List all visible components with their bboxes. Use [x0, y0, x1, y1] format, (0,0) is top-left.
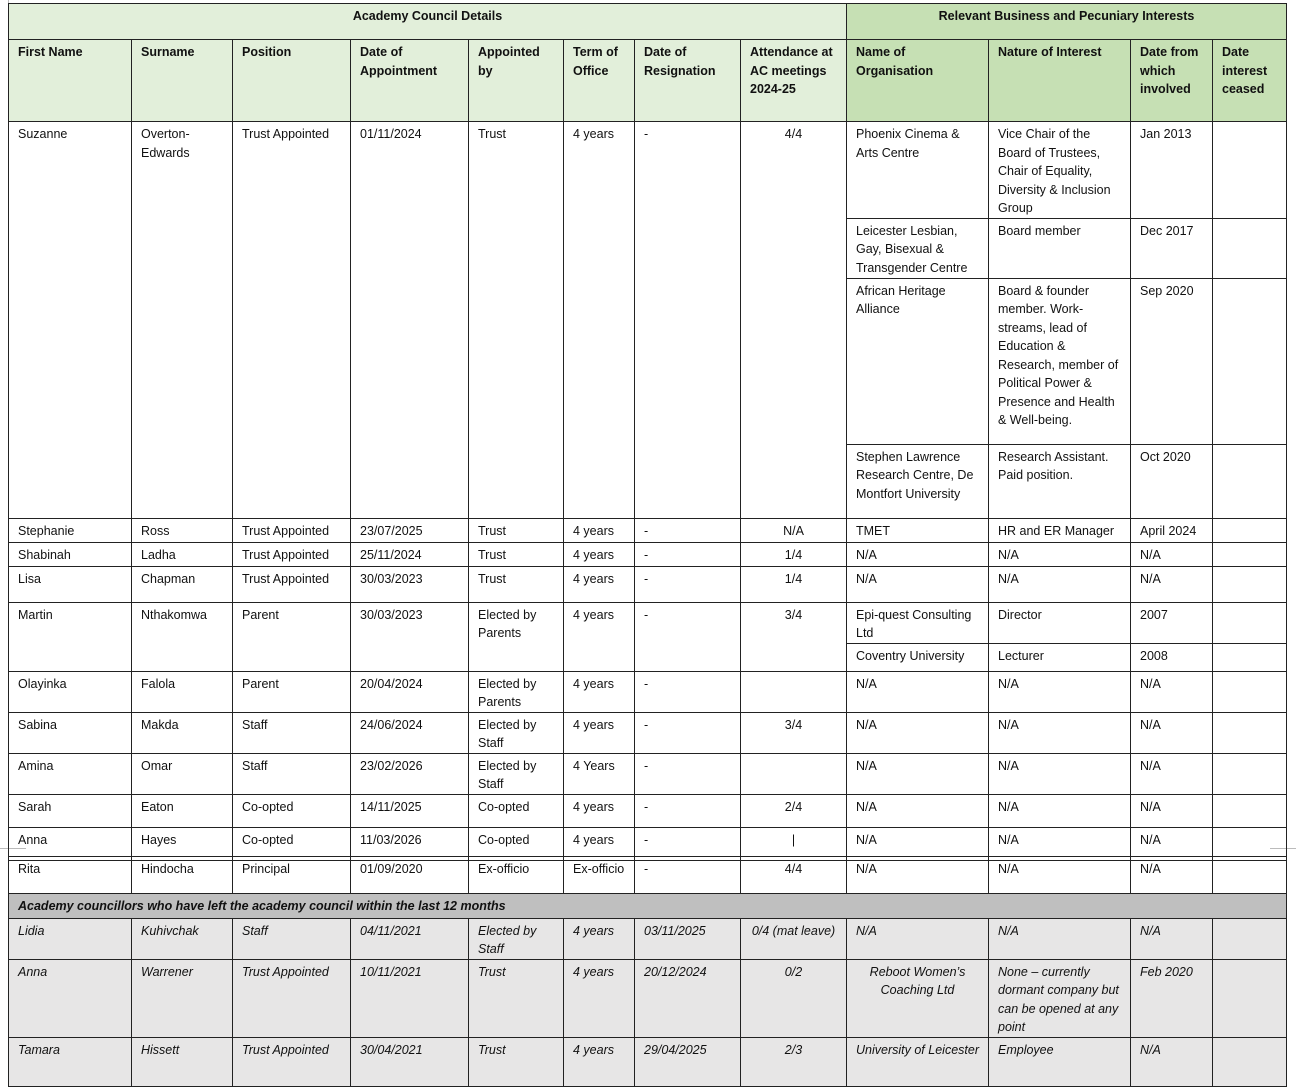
- date-of-resignation: -: [635, 827, 741, 860]
- surname: Hayes: [132, 827, 233, 860]
- column-header: Date of Appointment: [351, 40, 469, 122]
- position: Staff: [233, 753, 351, 794]
- appointed-by: Trust: [469, 566, 564, 602]
- member-row: [9, 566, 1287, 602]
- appointed-by: Elected by Staff: [469, 753, 564, 794]
- date-of-appointment: 04/11/2021: [351, 918, 469, 959]
- appointed-by: Elected by Staff: [469, 712, 564, 753]
- date-ceased: [1213, 278, 1287, 444]
- date-involved: N/A: [1131, 671, 1213, 712]
- date-of-resignation: -: [635, 712, 741, 753]
- attendance: 1/4: [741, 542, 847, 566]
- nature-of-interest: Director: [989, 602, 1131, 643]
- date-of-resignation: 29/04/2025: [635, 1037, 741, 1086]
- attendance: 0/2: [741, 959, 847, 1037]
- date-involved: N/A: [1131, 566, 1213, 602]
- attendance: 2/3: [741, 1037, 847, 1086]
- organisation-name: Epi-quest Consulting Ltd: [847, 602, 989, 643]
- date-ceased: [1213, 959, 1287, 1037]
- date-involved: Dec 2017: [1131, 218, 1213, 278]
- organisation-name: N/A: [847, 794, 989, 827]
- appointed-by: Elected by Parents: [469, 671, 564, 712]
- surname: Eaton: [132, 794, 233, 827]
- member-row: [9, 959, 1287, 1037]
- member-row: [9, 122, 1287, 219]
- member-row: [9, 542, 1287, 566]
- position: Trust Appointed: [233, 122, 351, 519]
- date-of-appointment: 24/06/2024: [351, 712, 469, 753]
- organisation-name: University of Leicester: [847, 1037, 989, 1086]
- attendance: |: [741, 827, 847, 860]
- principal-and-former-table: [8, 856, 1287, 1087]
- surname: Ross: [132, 518, 233, 542]
- date-ceased: [1213, 218, 1287, 278]
- term-of-office: 4 Years: [564, 753, 635, 794]
- organisation-name: N/A: [847, 857, 989, 894]
- date-involved: Sep 2020: [1131, 278, 1213, 444]
- column-header: Attendance at AC meetings 2024-25: [741, 40, 847, 122]
- appointed-by: Trust: [469, 542, 564, 566]
- date-of-resignation: -: [635, 518, 741, 542]
- date-of-resignation: -: [635, 602, 741, 671]
- first-name: Amina: [9, 753, 132, 794]
- nature-of-interest: Vice Chair of the Board of Trustees, Chair of Equality, Diversity & Inclusion Group: [989, 122, 1131, 219]
- date-of-appointment: 30/04/2021: [351, 1037, 469, 1086]
- term-of-office: 4 years: [564, 918, 635, 959]
- nature-of-interest: N/A: [989, 857, 1131, 894]
- date-ceased: [1213, 671, 1287, 712]
- term-of-office: 4 years: [564, 602, 635, 671]
- nature-of-interest: Lecturer: [989, 643, 1131, 671]
- column-header: Appointed by: [469, 40, 564, 122]
- date-involved: Oct 2020: [1131, 444, 1213, 518]
- date-involved: N/A: [1131, 542, 1213, 566]
- nature-of-interest: N/A: [989, 671, 1131, 712]
- date-involved: Feb 2020: [1131, 959, 1213, 1037]
- date-of-appointment: 14/11/2025: [351, 794, 469, 827]
- surname: Ladha: [132, 542, 233, 566]
- section-title: Academy councillors who have left the academy council within the last 12 months: [9, 894, 1287, 919]
- date-involved: April 2024: [1131, 518, 1213, 542]
- attendance: [741, 671, 847, 712]
- surname: Kuhivchak: [132, 918, 233, 959]
- attendance: N/A: [741, 518, 847, 542]
- term-of-office: 4 years: [564, 122, 635, 519]
- nature-of-interest: None – currently dormant company but can be opened at any point: [989, 959, 1131, 1037]
- term-of-office: 4 years: [564, 1037, 635, 1086]
- attendance: 4/4: [741, 857, 847, 894]
- appointed-by: Elected by Staff: [469, 918, 564, 959]
- member-row: [9, 712, 1287, 753]
- appointed-by: Trust: [469, 518, 564, 542]
- position: Principal: [233, 857, 351, 894]
- date-of-resignation: -: [635, 794, 741, 827]
- surname: Overton-Edwards: [132, 122, 233, 519]
- attendance: 3/4: [741, 602, 847, 671]
- appointed-by: Co-opted: [469, 827, 564, 860]
- first-name: Lisa: [9, 566, 132, 602]
- former-councillors-section: [9, 894, 1287, 919]
- date-of-resignation: -: [635, 857, 741, 894]
- date-ceased: [1213, 1037, 1287, 1086]
- date-of-appointment: 25/11/2024: [351, 542, 469, 566]
- date-of-appointment: 20/04/2024: [351, 671, 469, 712]
- position: Co-opted: [233, 794, 351, 827]
- date-ceased: [1213, 643, 1287, 671]
- term-of-office: 4 years: [564, 827, 635, 860]
- organisation-name: N/A: [847, 827, 989, 860]
- attendance: 0/4 (mat leave): [741, 918, 847, 959]
- column-header: Date of Resignation: [635, 40, 741, 122]
- date-ceased: [1213, 444, 1287, 518]
- date-of-appointment: 30/03/2023: [351, 602, 469, 671]
- column-header: First Name: [9, 40, 132, 122]
- date-ceased: [1213, 712, 1287, 753]
- term-of-office: 4 years: [564, 518, 635, 542]
- first-name: Martin: [9, 602, 132, 671]
- member-row: [9, 753, 1287, 794]
- date-ceased: [1213, 794, 1287, 827]
- date-of-appointment: 11/03/2026: [351, 827, 469, 860]
- organisation-name: Stephen Lawrence Research Centre, De Montfort University: [847, 444, 989, 518]
- nature-of-interest: N/A: [989, 918, 1131, 959]
- surname: Warrener: [132, 959, 233, 1037]
- member-row: [9, 857, 1287, 894]
- date-involved: N/A: [1131, 827, 1213, 860]
- nature-of-interest: Research Assistant. Paid position.: [989, 444, 1131, 518]
- appointed-by: Ex-officio: [469, 857, 564, 894]
- surname: Chapman: [132, 566, 233, 602]
- column-header: Term of Office: [564, 40, 635, 122]
- date-ceased: [1213, 602, 1287, 643]
- member-row: [9, 602, 1287, 643]
- appointed-by: Elected by Parents: [469, 602, 564, 671]
- organisation-name: N/A: [847, 542, 989, 566]
- date-of-appointment: 23/07/2025: [351, 518, 469, 542]
- column-header: Surname: [132, 40, 233, 122]
- appointed-by: Trust: [469, 959, 564, 1037]
- term-of-office: 4 years: [564, 959, 635, 1037]
- first-name: Sabina: [9, 712, 132, 753]
- position: Trust Appointed: [233, 542, 351, 566]
- first-name: Anna: [9, 959, 132, 1037]
- date-of-appointment: 01/11/2024: [351, 122, 469, 519]
- group-header-council-details: Academy Council Details: [9, 4, 847, 40]
- column-header: Date interest ceased: [1213, 40, 1287, 122]
- date-ceased: [1213, 542, 1287, 566]
- nature-of-interest: Board member: [989, 218, 1131, 278]
- member-row: [9, 518, 1287, 542]
- date-of-appointment: 23/02/2026: [351, 753, 469, 794]
- surname: Nthakomwa: [132, 602, 233, 671]
- date-of-appointment: 10/11/2021: [351, 959, 469, 1037]
- position: Co-opted: [233, 827, 351, 860]
- date-involved: N/A: [1131, 1037, 1213, 1086]
- position: Trust Appointed: [233, 959, 351, 1037]
- date-of-resignation: 03/11/2025: [635, 918, 741, 959]
- organisation-name: N/A: [847, 918, 989, 959]
- position: Trust Appointed: [233, 566, 351, 602]
- attendance: [741, 753, 847, 794]
- attendance: 1/4: [741, 566, 847, 602]
- surname: Omar: [132, 753, 233, 794]
- organisation-name: Reboot Women’s Coaching Ltd: [847, 959, 989, 1037]
- nature-of-interest: N/A: [989, 566, 1131, 602]
- nature-of-interest: Board & founder member. Work-streams, lead of Education & Research, member of Political Power & Presence and Health & Well-being.: [989, 278, 1131, 444]
- column-header: Nature of Interest: [989, 40, 1131, 122]
- term-of-office: 4 years: [564, 794, 635, 827]
- member-row: [9, 671, 1287, 712]
- date-ceased: [1213, 122, 1287, 219]
- date-of-resignation: -: [635, 753, 741, 794]
- first-name: Suzanne: [9, 122, 132, 519]
- date-involved: N/A: [1131, 753, 1213, 794]
- position: Staff: [233, 712, 351, 753]
- date-ceased: [1213, 566, 1287, 602]
- nature-of-interest: N/A: [989, 753, 1131, 794]
- organisation-name: TMET: [847, 518, 989, 542]
- date-involved: Jan 2013: [1131, 122, 1213, 219]
- column-header: Date from which involved: [1131, 40, 1213, 122]
- date-ceased: [1213, 753, 1287, 794]
- nature-of-interest: Employee: [989, 1037, 1131, 1086]
- date-of-appointment: 01/09/2020: [351, 857, 469, 894]
- date-involved: N/A: [1131, 918, 1213, 959]
- group-header-interests: Relevant Business and Pecuniary Interests: [847, 4, 1287, 40]
- attendance: 2/4: [741, 794, 847, 827]
- surname: Makda: [132, 712, 233, 753]
- nature-of-interest: N/A: [989, 794, 1131, 827]
- date-of-resignation: -: [635, 122, 741, 519]
- term-of-office: 4 years: [564, 566, 635, 602]
- position: Trust Appointed: [233, 518, 351, 542]
- organisation-name: N/A: [847, 753, 989, 794]
- date-ceased: [1213, 857, 1287, 894]
- first-name: Shabinah: [9, 542, 132, 566]
- organisation-name: N/A: [847, 712, 989, 753]
- first-name: Olayinka: [9, 671, 132, 712]
- attendance: 4/4: [741, 122, 847, 519]
- date-involved: 2008: [1131, 643, 1213, 671]
- first-name: Sarah: [9, 794, 132, 827]
- nature-of-interest: N/A: [989, 542, 1131, 566]
- member-row: [9, 918, 1287, 959]
- member-row: [9, 794, 1287, 827]
- column-header: Position: [233, 40, 351, 122]
- term-of-office: Ex-officio: [564, 857, 635, 894]
- date-of-resignation: -: [635, 542, 741, 566]
- column-header: Name of Organisation: [847, 40, 989, 122]
- member-row: [9, 1037, 1287, 1086]
- date-of-resignation: 20/12/2024: [635, 959, 741, 1037]
- organisation-name: African Heritage Alliance: [847, 278, 989, 444]
- first-name: Stephanie: [9, 518, 132, 542]
- position: Parent: [233, 602, 351, 671]
- date-of-appointment: 30/03/2023: [351, 566, 469, 602]
- first-name: Rita: [9, 857, 132, 894]
- first-name: Tamara: [9, 1037, 132, 1086]
- nature-of-interest: N/A: [989, 827, 1131, 860]
- position: Trust Appointed: [233, 1037, 351, 1086]
- surname: Falola: [132, 671, 233, 712]
- organisation-name: Phoenix Cinema & Arts Centre: [847, 122, 989, 219]
- first-name: Anna: [9, 827, 132, 860]
- nature-of-interest: HR and ER Manager: [989, 518, 1131, 542]
- date-of-resignation: -: [635, 566, 741, 602]
- position: Staff: [233, 918, 351, 959]
- appointed-by: Co-opted: [469, 794, 564, 827]
- appointed-by: Trust: [469, 1037, 564, 1086]
- term-of-office: 4 years: [564, 671, 635, 712]
- surname: Hindocha: [132, 857, 233, 894]
- date-involved: N/A: [1131, 712, 1213, 753]
- council-table: [8, 3, 1287, 861]
- position: Parent: [233, 671, 351, 712]
- date-involved: N/A: [1131, 794, 1213, 827]
- term-of-office: 4 years: [564, 712, 635, 753]
- date-involved: N/A: [1131, 857, 1213, 894]
- organisation-name: N/A: [847, 671, 989, 712]
- organisation-name: Leicester Lesbian, Gay, Bisexual & Transgender Centre: [847, 218, 989, 278]
- date-ceased: [1213, 918, 1287, 959]
- organisation-name: Coventry University: [847, 643, 989, 671]
- date-of-resignation: -: [635, 671, 741, 712]
- term-of-office: 4 years: [564, 542, 635, 566]
- organisation-name: N/A: [847, 566, 989, 602]
- surname: Hissett: [132, 1037, 233, 1086]
- first-name: Lidia: [9, 918, 132, 959]
- attendance: 3/4: [741, 712, 847, 753]
- appointed-by: Trust: [469, 122, 564, 519]
- date-involved: 2007: [1131, 602, 1213, 643]
- date-ceased: [1213, 518, 1287, 542]
- nature-of-interest: N/A: [989, 712, 1131, 753]
